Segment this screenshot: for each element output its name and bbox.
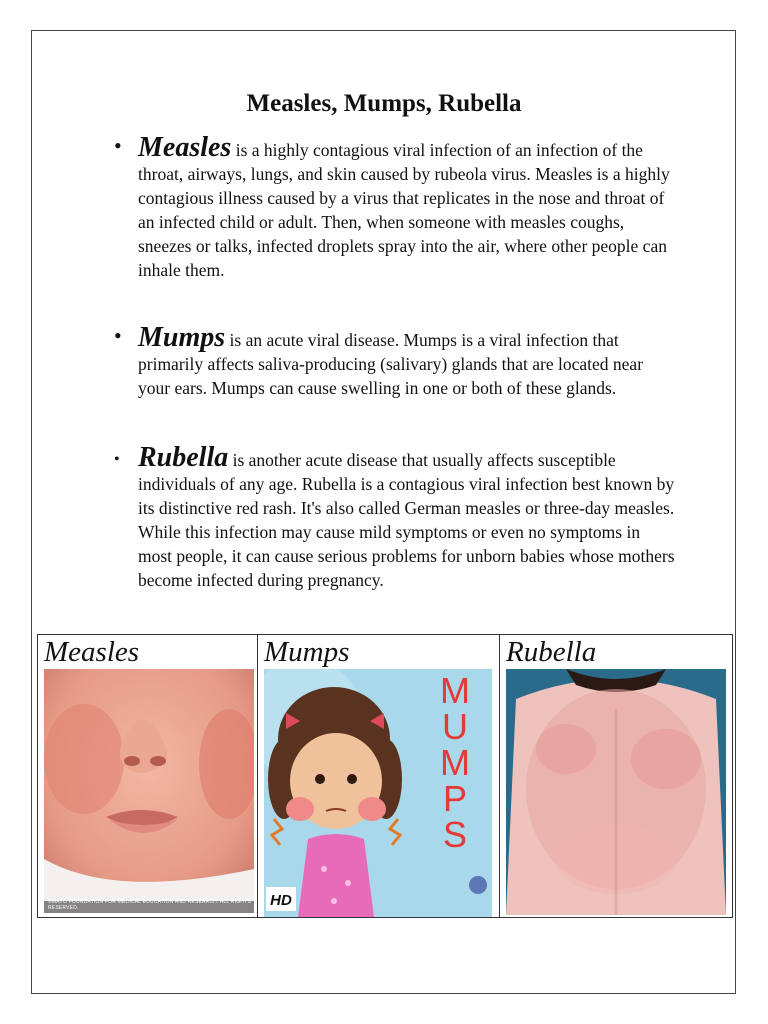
measles-photo-caption: ©MAYO FOUNDATION FOR MEDICAL EDUCATION AND RESEARCH. ALL RIGHTS RESERVED. (48, 899, 251, 911)
bullet-text-mumps: is an acute viral disease. Mumps is a viral infection that primarily affects saliva-producing (salivary) glands that are located near your ears. Mumps can cause swelling in one or both of these glands. (138, 330, 644, 398)
image-label-mumps: Mumps (264, 636, 350, 668)
bullet-measles (114, 132, 678, 282)
bullet-text-measles: is a highly contagious viral infection of an infection of the throat, airways, lungs, and skin caused by rubeola virus. Measles is a highly contagious illness caused by a virus that replicates in the nose and throat of an infected child or adult. Then, when someone with measles coughs, sneezes or talks, infected droplets spray into the air, where other people can inhale them. (138, 140, 670, 280)
mumps-vertical-letters: MUMPS (440, 670, 470, 855)
image-cell-measles (38, 635, 258, 917)
bullet-text-rubella: is another acute disease that usually affects susceptible individuals of any age. Rubella is a contagious viral infection best known by its distinctive red rash. It's also called German measles or three-day measles. While this infection may cause mild symptoms or even no symptoms in most people, it can cause serious problems for unborn babies whose mothers become infected during pregnancy. (138, 450, 675, 590)
bullet-dot-icon: • (114, 323, 122, 348)
bullet-rubella (114, 442, 678, 592)
term-measles: Measles (138, 132, 232, 163)
image-label-rubella: Rubella (506, 636, 597, 668)
document-title: Measles, Mumps, Rubella (246, 90, 522, 117)
image-cell-mumps (258, 635, 500, 917)
image-label-measles: Measles (44, 636, 140, 668)
bullet-dot-icon: • (114, 451, 120, 468)
image-table (37, 634, 733, 918)
hd-badge: HD (270, 892, 292, 909)
bullet-mumps (114, 322, 678, 400)
rubella-photo (506, 669, 726, 915)
mumps-illustration (264, 669, 492, 917)
term-rubella: Rubella (138, 442, 229, 473)
bullet-dot-icon: • (114, 133, 122, 158)
term-mumps: Mumps (138, 322, 226, 353)
image-cell-rubella (500, 635, 732, 917)
measles-photo (44, 669, 254, 913)
